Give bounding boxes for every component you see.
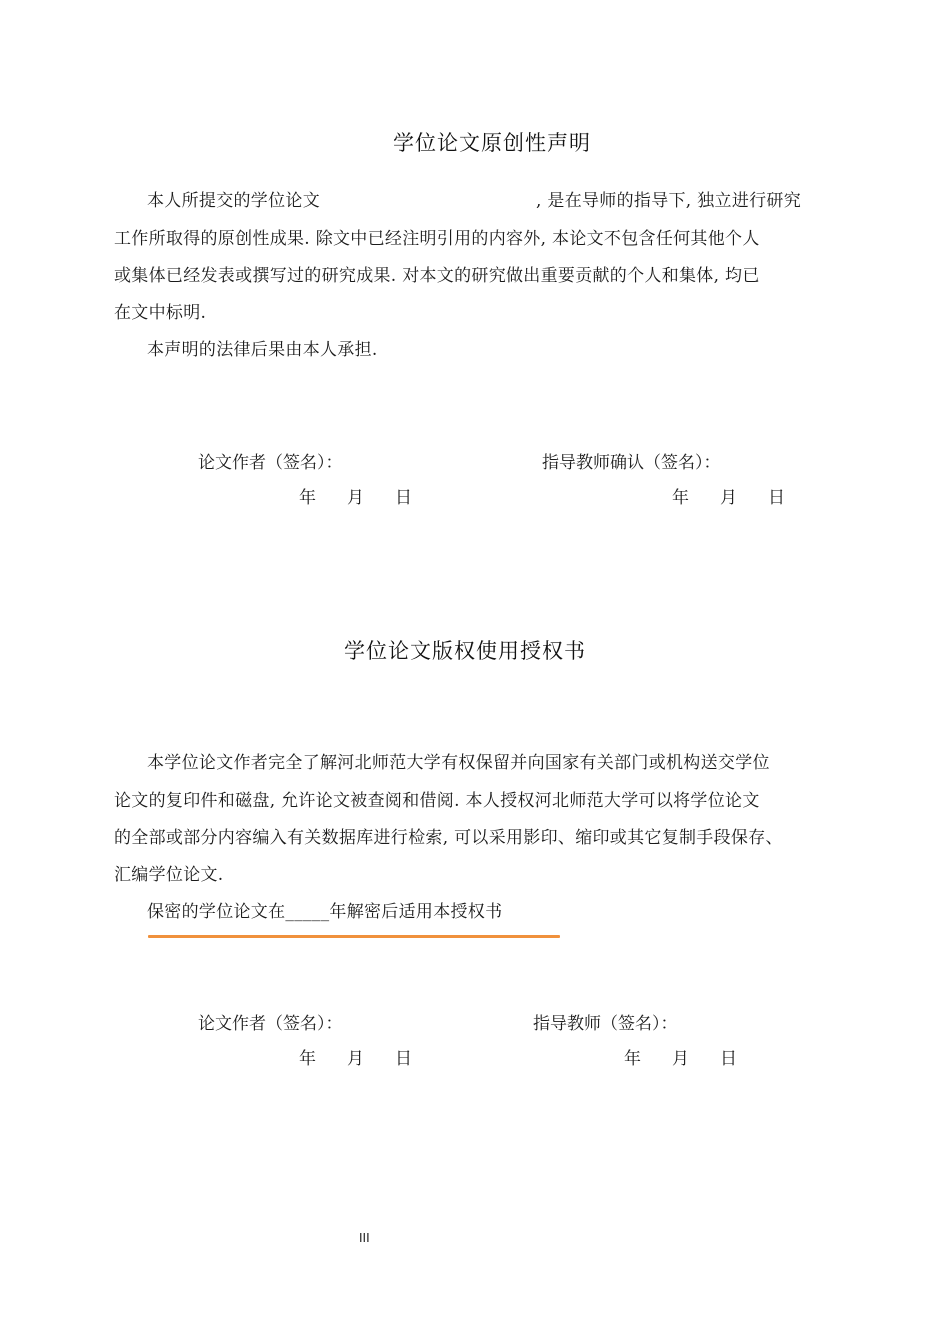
originality-author-sign-label: 论文作者（签名）： bbox=[198, 453, 343, 473]
copyright-author-sign-label: 论文作者（签名）： bbox=[198, 1014, 343, 1034]
copyright-p1-line1: 本学位论文作者完全了解河北师范大学有权保留并向国家有关部门或机构送交学位 bbox=[147, 753, 770, 773]
originality-author-date-day: 日 bbox=[395, 488, 412, 508]
originality-p1-line4: 在文中标明. bbox=[114, 303, 207, 323]
originality-title: 学位论文原创性声明 bbox=[393, 131, 591, 155]
copyright-secret-clause: 保密的学位论文在_____年解密后适用本授权书 bbox=[147, 902, 503, 922]
copyright-advisor-date-day: 日 bbox=[720, 1049, 737, 1069]
copyright-advisor-sign-label: 指导教师（签名）： bbox=[533, 1014, 678, 1034]
copyright-author-date-year: 年 bbox=[299, 1049, 316, 1069]
copyright-p1-line4: 汇编学位论文. bbox=[114, 865, 224, 885]
copyright-p1-line3: 的全部或部分内容编入有关数据库进行检索, 可以采用影印、缩印或其它复制手段保存、 bbox=[114, 828, 783, 848]
originality-p1-line3: 或集体已经发表或撰写过的研究成果. 对本文的研究做出重要贡献的个人和集体, 均已 bbox=[114, 266, 760, 286]
originality-p1-line2: 工作所取得的原创性成果. 除文中已经注明引用的内容外, 本论文不包含任何其他个人 bbox=[114, 229, 760, 249]
highlight-underline bbox=[148, 935, 560, 938]
originality-advisor-date-day: 日 bbox=[768, 488, 785, 508]
copyright-title: 学位论文版权使用授权书 bbox=[344, 639, 586, 663]
originality-author-date-year: 年 bbox=[299, 488, 316, 508]
originality-author-date-month: 月 bbox=[347, 488, 364, 508]
copyright-author-date-month: 月 bbox=[347, 1049, 364, 1069]
originality-p1-line1b: , 是在导师的指导下, 独立进行研究 bbox=[536, 191, 802, 211]
copyright-author-date-day: 日 bbox=[395, 1049, 412, 1069]
originality-p1-line1a: 本人所提交的学位论文 bbox=[147, 191, 320, 211]
originality-advisor-sign-label: 指导教师确认（签名）： bbox=[542, 453, 721, 473]
copyright-p1-line2: 论文的复印件和磁盘, 允许论文被查阅和借阅. 本人授权河北师范大学可以将学位论文 bbox=[114, 791, 760, 811]
copyright-advisor-date-month: 月 bbox=[672, 1049, 689, 1069]
copyright-advisor-date-year: 年 bbox=[624, 1049, 641, 1069]
page-number: III bbox=[359, 1231, 370, 1245]
originality-p2: 本声明的法律后果由本人承担. bbox=[147, 340, 378, 360]
originality-advisor-date-year: 年 bbox=[672, 488, 689, 508]
originality-advisor-date-month: 月 bbox=[720, 488, 737, 508]
